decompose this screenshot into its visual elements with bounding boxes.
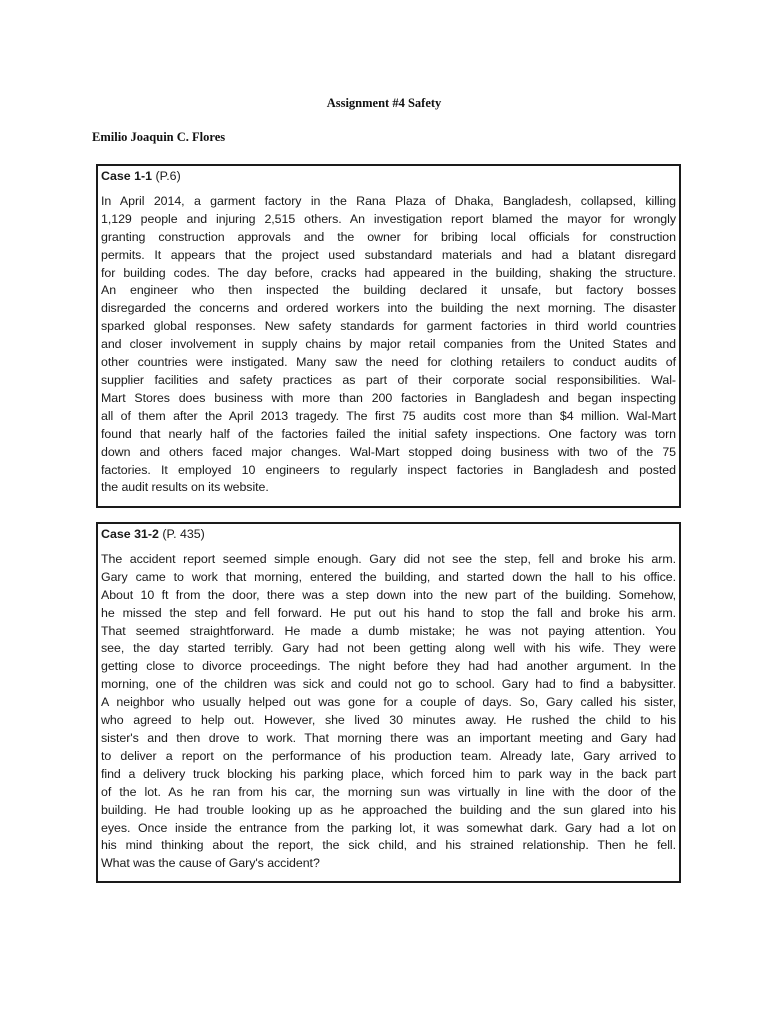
text-line: Mart Stores does business with more than 200 factories in Bangladesh and began inspecting — [101, 390, 676, 405]
text-line: getting close to divorce proceedings. The night before they had had another argument. In the — [101, 659, 676, 674]
text-line: who agreed to help out. However, she lived 30 minutes away. He rushed the child to his — [101, 713, 676, 728]
text-line: eyes. Once inside the entrance from the parking lot, it was somewhat dark. Gary had a lot on — [101, 820, 676, 835]
text-line: found that nearly half of the factories failed the initial safety inspections. One factory was torn — [101, 426, 676, 441]
text-line: his mind thinking about the report, the sick child, and his strained relationship. Then he fell. — [101, 838, 676, 853]
text-line: for building codes. The day before, cracks had appeared in the building, shaking the structure. — [101, 265, 676, 280]
case-number: Case 31-2 — [101, 527, 159, 541]
text-line: disregarded the concerns and ordered workers into the building the next morning. The disaster — [101, 301, 676, 316]
text-line: building. He had trouble looking up as he approached the building and the sun glared into his — [101, 802, 676, 817]
text-line: the audit results on its website. — [101, 480, 269, 495]
text-line: The accident report seemed simple enough. Gary did not see the step, fell and broke his arm. — [101, 551, 676, 566]
case-page-ref: (P. 435) — [162, 527, 205, 541]
text-line: other countries were instigated. Many saw the need for clothing retailers to conduct audits of — [101, 355, 676, 370]
case-number: Case 1-1 — [101, 169, 152, 183]
text-line: he missed the step and fell forward. He put out his hand to stop the fall and broke his arm. — [101, 605, 676, 620]
text-line: That seemed straightforward. He made a dumb mistake; he was not paying attention. You — [101, 623, 676, 638]
case-header — [101, 526, 676, 544]
text-line: down and others faced major changes. Wal-Mart stopped doing business with two of the 75 — [101, 444, 676, 459]
text-line: sister's and then drove to work. That morning there was an important meeting and Gary had — [101, 730, 676, 745]
text-line: find a delivery truck blocking his parking place, which forced him to park way in the back part — [101, 766, 676, 781]
case-body — [101, 193, 676, 497]
case-body — [101, 551, 676, 873]
text-line: and closer involvement in supply chains by major retail companies from the United States and — [101, 337, 676, 352]
text-line: What was the cause of Gary's accident? — [101, 856, 320, 871]
author-name: Emilio Joaquin C. Flores — [92, 130, 226, 144]
text-line: all of them after the April 2013 tragedy. The first 75 audits cost more than $4 million. Wal-Mart — [101, 408, 676, 423]
text-line: see, the day started terribly. Gary had not been getting along well with his wife. They were — [101, 641, 676, 656]
text-line: sparked global responses. New safety standards for garment factories in third world countries — [101, 319, 676, 334]
text-line: to deliver a report on the performance of his production team. Already late, Gary arrived to — [101, 748, 676, 763]
case-box-1-1 — [96, 164, 681, 508]
text-line: supplier facilities and safety practices as part of their corporate social responsibilities. Wal- — [101, 372, 676, 387]
text-line: permits. It appears that the project used substandard materials and had a blatant disregard — [101, 247, 676, 262]
text-line: In April 2014, a garment factory in the Rana Plaza of Dhaka, Bangladesh, collapsed, killing — [101, 193, 676, 208]
text-line: morning, one of the children was sick and could not go to school. Gary had to find a babysitter. — [101, 677, 676, 692]
text-line: An engineer who then inspected the building declared it unsafe, but factory bosses — [101, 283, 676, 298]
page-title: Assignment #4 Safety — [326, 96, 442, 110]
text-line: A neighbor who usually helped out was gone for a couple of days. So, Gary called his sister, — [101, 695, 676, 710]
case-header — [101, 168, 676, 186]
text-line: granting construction approvals and the owner for bribing local officials for construction — [101, 229, 676, 244]
text-line: factories. It employed 10 engineers to regularly inspect factories in Bangladesh and posted — [101, 462, 676, 477]
text-line: of the lot. As he ran from his car, the morning sun was virtually in line with the door of the — [101, 784, 676, 799]
case-box-31-2 — [96, 522, 681, 883]
case-page-ref: (P.6) — [155, 169, 181, 183]
text-line: Gary came to work that morning, entered the building, and started down the hall to his office. — [101, 569, 676, 584]
text-line: 1,129 people and injuring 2,515 others. An investigation report blamed the mayor for wrongly — [101, 211, 676, 226]
text-line: About 10 ft from the door, there was a step down into the new part of the building. Somehow, — [101, 587, 676, 602]
